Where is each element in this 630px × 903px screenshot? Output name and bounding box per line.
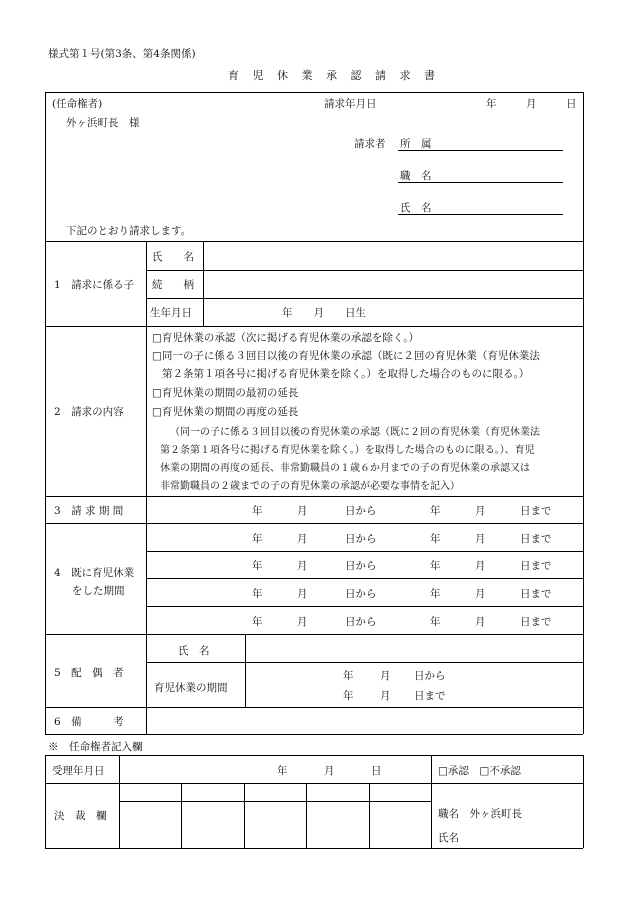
- affiliation-field[interactable]: [398, 150, 563, 151]
- section1-label: 1 請求に係る子: [54, 279, 135, 291]
- section6-label: 6 備 考: [54, 716, 124, 728]
- prev3-to-month: 月: [475, 588, 486, 600]
- content-note-1: （同一の子に係る３回目以後の育児休業の承認（既に２回の育児休業（育児休業法: [170, 427, 540, 438]
- decision-box-3[interactable]: [245, 802, 305, 847]
- form-title: 育 児 休 業 承 認 請 求 書: [228, 69, 440, 82]
- section3-label: 3 請 求 期 間: [54, 505, 124, 517]
- section4-label-1: 4 既に育児休業: [54, 567, 135, 579]
- prev2-from-day: 日から: [345, 560, 377, 572]
- decision-box-2[interactable]: [182, 802, 243, 847]
- form-id: 様式第１号(第3条、第4条関係): [48, 48, 196, 60]
- prev1-to-year: 年: [430, 533, 441, 545]
- name-field[interactable]: [398, 214, 563, 215]
- child-birth-value[interactable]: 年 月 日生: [282, 307, 366, 319]
- period-from-year: 年: [252, 505, 263, 517]
- content-option-2[interactable]: □同一の子に係る３回目以後の育児休業の承認（既に２回の育児休業（育児休業法: [152, 350, 540, 362]
- spouse-name-label: 氏 名: [178, 645, 210, 657]
- authority-label: (任命権者): [52, 98, 103, 110]
- content-option-1[interactable]: □育児休業の承認（次に掲げる育児休業の承認を除く。）: [152, 332, 419, 344]
- prev1-to-month: 月: [475, 533, 486, 545]
- request-date-month[interactable]: 月: [526, 98, 537, 110]
- intro-text: 下記のとおり請求します。: [66, 225, 192, 237]
- position-field[interactable]: [398, 182, 563, 183]
- appointer-name: 氏名: [438, 832, 459, 844]
- period-from-day: 日から: [345, 505, 377, 517]
- receipt-month[interactable]: 月: [324, 765, 335, 777]
- appointer-section-label: ※ 任命権者記入欄: [48, 741, 143, 753]
- spouse-to-day: 日まで: [414, 690, 446, 702]
- prev4-from-month: 月: [297, 616, 308, 628]
- child-name-label: 氏 名: [152, 251, 194, 263]
- receipt-day[interactable]: 日: [371, 765, 382, 777]
- spouse-from-year: 年: [343, 670, 354, 682]
- request-date-year[interactable]: 年: [486, 98, 497, 110]
- position-label: 職 名: [400, 170, 432, 182]
- prev3-to-day: 日まで: [520, 588, 552, 600]
- request-date-label: 請求年月日: [324, 98, 377, 110]
- prev1-from-year: 年: [252, 533, 263, 545]
- receipt-year[interactable]: 年: [277, 765, 288, 777]
- period-to-day: 日まで: [520, 505, 552, 517]
- content-option-4[interactable]: □育児休業の期間の再度の延長: [152, 406, 299, 418]
- section4-label-2: をした期間: [72, 585, 125, 597]
- prev4-to-day: 日まで: [520, 616, 552, 628]
- prev3-from-year: 年: [252, 588, 263, 600]
- requester-label: 請求者: [354, 138, 386, 150]
- section5-label: 5 配 偶 者: [54, 667, 124, 679]
- appointer-position: 職名 外ヶ浜町長: [438, 808, 522, 820]
- prev2-from-year: 年: [252, 560, 263, 572]
- child-relation-label: 続 柄: [152, 279, 194, 291]
- receipt-date-label: 受理年月日: [52, 765, 105, 777]
- period-from-month: 月: [297, 505, 308, 517]
- prev4-to-year: 年: [430, 616, 441, 628]
- prev2-from-month: 月: [297, 560, 308, 572]
- prev3-from-month: 月: [297, 588, 308, 600]
- spouse-from-day: 日から: [414, 670, 446, 682]
- period-to-year: 年: [430, 505, 441, 517]
- content-note-3: 休業の期間の再度の延長、非常勤職員の１歳６か月までの子の育児休業の承認又は: [160, 463, 530, 474]
- prev4-from-year: 年: [252, 616, 263, 628]
- decision-label: 決 裁 欄: [54, 810, 107, 822]
- decision-box-1[interactable]: [120, 802, 180, 847]
- content-option-3[interactable]: □育児休業の期間の最初の延長: [152, 387, 299, 399]
- addressee: 外ヶ浜町長 様: [66, 117, 140, 129]
- spouse-to-year: 年: [343, 690, 354, 702]
- prev2-to-year: 年: [430, 560, 441, 572]
- content-note-2: 第２条第１項各号に掲げる育児休業を除く。）を取得した場合のものに限る。）、育児: [160, 445, 535, 456]
- content-note-4: 非常勤職員の２歳までの子の育児休業の承認が必要な事情を記入）: [160, 481, 460, 492]
- request-date-day[interactable]: 日: [566, 98, 577, 110]
- approval-checkboxes[interactable]: □承認 □不承認: [438, 765, 521, 777]
- prev1-from-day: 日から: [345, 533, 377, 545]
- content-option-2-cont: 第２条第１項各号に掲げる育児休業を除く。）を取得した場合のものに限る。）: [162, 368, 530, 380]
- decision-box-5[interactable]: [370, 802, 430, 847]
- prev3-to-year: 年: [430, 588, 441, 600]
- spouse-to-month: 月: [380, 690, 391, 702]
- section2-label: 2 請求の内容: [54, 406, 124, 418]
- prev1-from-month: 月: [297, 533, 308, 545]
- decision-box-4[interactable]: [307, 802, 368, 847]
- name-label: 氏 名: [400, 202, 432, 214]
- period-to-month: 月: [475, 505, 486, 517]
- child-birth-label: 生年月日: [150, 307, 192, 319]
- spouse-period-label: 育児休業の期間: [154, 682, 228, 694]
- spouse-from-month: 月: [380, 670, 391, 682]
- prev4-to-month: 月: [475, 616, 486, 628]
- affiliation-label: 所 属: [400, 138, 432, 150]
- prev2-to-day: 日まで: [520, 560, 552, 572]
- prev2-to-month: 月: [475, 560, 486, 572]
- prev3-from-day: 日から: [345, 588, 377, 600]
- prev4-from-day: 日から: [345, 616, 377, 628]
- prev1-to-day: 日まで: [520, 533, 552, 545]
